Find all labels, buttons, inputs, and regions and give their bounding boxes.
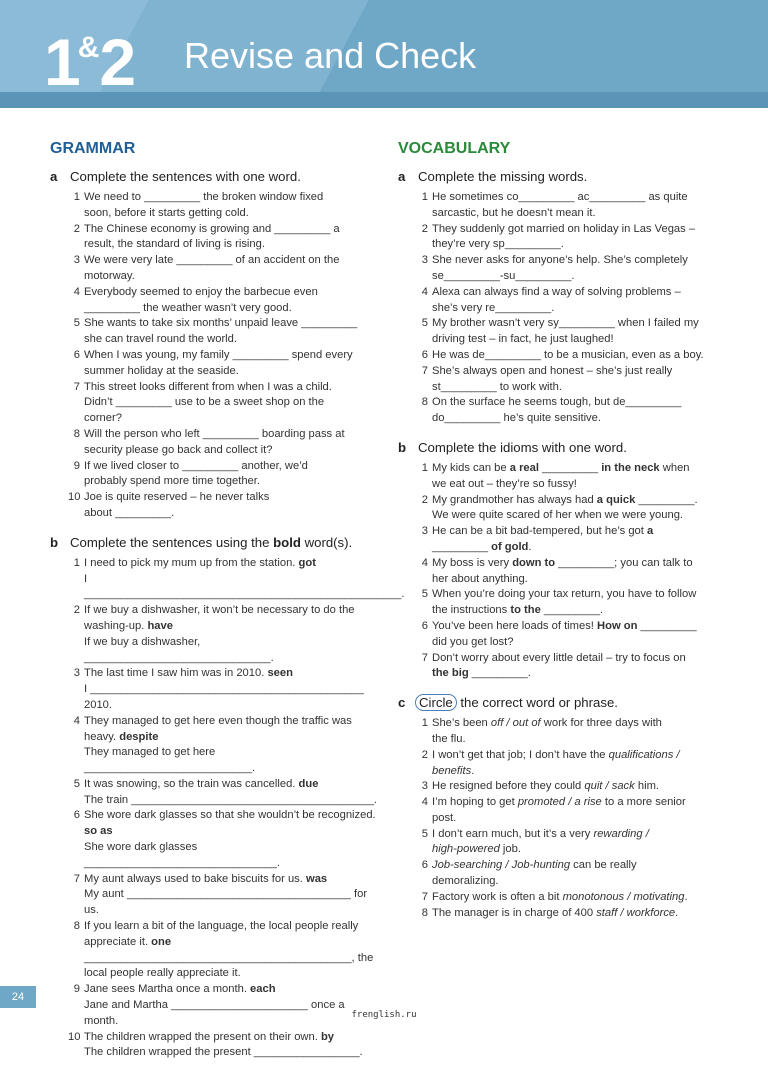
item-text: corner? <box>84 412 122 425</box>
item-text: job. <box>499 843 521 856</box>
exercise-item <box>50 190 380 222</box>
item-number: 8 <box>421 396 428 409</box>
vocab-b-items <box>398 461 728 682</box>
item-text: How on <box>597 619 638 632</box>
item-text: to a more senior <box>601 796 686 809</box>
exercise-item <box>398 190 728 222</box>
item-text: have <box>147 619 173 632</box>
item-text: When you’re doing your tax return, you have to follow <box>432 588 697 601</box>
item-number: 3 <box>73 667 80 680</box>
item-text: The Chinese economy is growing and _________ a <box>84 222 340 235</box>
exercise-item <box>398 827 728 859</box>
item-text: I ___________________________________________________. <box>84 572 405 601</box>
exercise-item <box>50 919 380 982</box>
item-text: He can be a bit bad-tempered, but he’s got <box>432 525 647 538</box>
item-text: _________. <box>468 667 531 680</box>
item-text: they’re very sp_________. <box>432 238 564 251</box>
item-text: a quick <box>596 493 636 506</box>
item-number: 7 <box>421 364 428 377</box>
exercise-item <box>50 808 380 871</box>
item-text: Everybody seemed to enjoy the barbecue even <box>84 285 318 298</box>
item-text: about _________. <box>84 506 175 519</box>
exercise-item <box>398 285 728 317</box>
exercise-item <box>398 493 728 525</box>
item-text: She’s been <box>432 717 491 730</box>
item-number: 4 <box>421 796 428 809</box>
item-text: result, the standard of living is rising. <box>84 238 265 251</box>
item-text: My boss is very <box>432 556 513 569</box>
page-number: 24 <box>0 986 36 1008</box>
item-text: This street looks different from when I was a child. <box>84 380 332 393</box>
exercise-item <box>398 395 728 427</box>
exercise-item <box>398 795 728 827</box>
item-text: ___________________________________________, the local people really appreciate it. <box>84 951 374 980</box>
item-text: soon, before it starts getting cold. <box>84 206 249 219</box>
item-text: . <box>528 540 532 553</box>
item-number: 5 <box>421 827 428 840</box>
exercise-item <box>50 982 380 1029</box>
item-text: can be really <box>570 859 637 872</box>
item-number: 9 <box>73 983 80 996</box>
item-text: probably spend more time together. <box>84 475 260 488</box>
item-text: If you learn a bit of the language, the local people really appreciate it. <box>84 920 359 948</box>
item-number: 8 <box>73 920 80 933</box>
exercise-item <box>398 587 728 619</box>
exercise-item <box>398 779 728 795</box>
item-text: _________ the weather wasn’t very good. <box>84 301 292 314</box>
item-text: benefits <box>432 764 472 777</box>
item-text: post. <box>432 811 457 824</box>
item-number: 2 <box>73 604 80 617</box>
exercise-item <box>50 666 380 713</box>
vocab-b-instruction: b Complete the idioms with one word. <box>398 439 627 455</box>
item-text: the instructions <box>432 604 511 617</box>
exercise-item <box>398 222 728 254</box>
item-text: We were quite scared of her when we were young. <box>432 509 684 522</box>
exercise-item <box>50 222 380 254</box>
exercise-item <box>50 253 380 285</box>
item-text: He sometimes co_________ ac_________ as quite <box>432 191 688 203</box>
item-text: sarcastic, but he doesn’t mean it. <box>432 206 596 219</box>
exercise-item <box>50 872 380 919</box>
item-text: the flu. <box>432 732 466 745</box>
item-text: We need to _________ the broken window fixed <box>84 191 324 203</box>
vocab-c-instruction: c Circle the correct word or phrase. <box>398 695 618 711</box>
item-text: high-powered <box>432 843 500 856</box>
item-text: Will the person who left _________ boarding pass at <box>84 427 345 440</box>
item-text: by <box>320 1030 335 1043</box>
item-number: 4 <box>421 556 428 569</box>
item-text: The children wrapped the present on their own. <box>84 1030 318 1043</box>
item-text: _________. <box>540 604 604 617</box>
item-text: Alexa can always find a way of solving problems – <box>432 285 681 298</box>
item-text: _________ <box>538 461 602 474</box>
item-number: 4 <box>73 285 80 298</box>
exercise-item <box>398 524 728 556</box>
item-number: 3 <box>421 254 428 267</box>
item-text: Job-searching / Job-hunting <box>432 859 571 872</box>
item-text: If we buy a dishwasher, it won’t be necessary to do the washing-up. <box>84 604 355 632</box>
item-text: rewarding / <box>593 827 649 840</box>
circle-mark: Circle <box>415 694 457 711</box>
item-text: quit / sack <box>584 780 635 793</box>
site-watermark: frenglish.ru <box>351 1010 417 1020</box>
item-text: The train _______________________________________. <box>84 793 378 806</box>
item-text: She’s always open and honest – she’s just really <box>432 364 673 377</box>
item-text: she can travel round the world. <box>84 333 237 346</box>
item-number: 5 <box>73 777 80 790</box>
item-text: The manager is in charge of 400 <box>432 906 597 919</box>
item-text: They managed to get here even though the traffic was heavy. <box>84 714 352 743</box>
exercise-item <box>50 603 380 666</box>
grammar-a-items <box>50 190 380 522</box>
item-text: each <box>250 983 276 996</box>
exercise-item <box>50 348 380 380</box>
exercise-item <box>50 316 380 348</box>
exercise-item <box>398 748 728 780</box>
item-text: a <box>646 525 654 538</box>
item-text: Joe is quite reserved – he never talks <box>84 491 270 504</box>
item-text: He was de_________ to be a musician, even as a boy. <box>432 348 704 361</box>
item-text: se_________-su_________. <box>432 269 575 282</box>
item-text: of gold <box>491 540 529 553</box>
exercise-item <box>398 651 728 683</box>
item-sentence <box>84 556 380 572</box>
item-text: My brother wasn’t very sy_________ when I failed my <box>432 317 699 330</box>
item-number: 8 <box>73 427 80 440</box>
grammar-title: GRAMMAR <box>50 140 136 157</box>
item-text: motorway. <box>84 269 135 282</box>
item-number: 8 <box>421 906 428 919</box>
item-sentence <box>84 919 380 951</box>
item-number: 4 <box>421 285 428 298</box>
item-text: summer holiday at the seaside. <box>84 364 239 377</box>
item-number: 7 <box>73 872 80 885</box>
item-number: 6 <box>421 619 428 632</box>
item-text: If we lived closer to _________ another, we’d <box>84 459 308 472</box>
item-text: I need to pick my mum up from the station. <box>84 556 296 569</box>
item-text: when <box>659 461 690 474</box>
item-text: she’s very re_________. <box>432 301 555 314</box>
item-text: My kids can be <box>432 461 510 474</box>
item-text: seen <box>267 667 293 680</box>
item-number: 3 <box>421 780 428 793</box>
item-text: . <box>675 906 679 919</box>
unit-number: 1&2 <box>44 25 134 99</box>
item-sentence <box>84 1030 380 1046</box>
exercise-item <box>50 777 380 809</box>
item-text: He resigned before they could <box>432 780 585 793</box>
item-text: The last time I saw him was in 2010. <box>84 667 265 680</box>
item-text: Jane and Martha ______________________ once a month. <box>84 999 345 1027</box>
exercise-item <box>398 316 728 348</box>
item-text: I won’t get that job; I don’t have the <box>432 748 609 761</box>
item-text: to the <box>510 604 541 617</box>
item-text: On the surface he seems tough, but de_________ <box>432 396 682 409</box>
exercise-item <box>398 253 728 285</box>
item-sentence <box>84 666 380 682</box>
exercise-item <box>398 906 728 922</box>
item-sentence <box>84 872 380 888</box>
item-text: When I was young, my family _________ spend every <box>84 348 353 361</box>
item-number: 10 <box>68 491 81 504</box>
item-number: 9 <box>73 459 80 472</box>
exercise-item <box>398 890 728 906</box>
exercise-item <box>398 461 728 493</box>
item-text: _________; you can talk to <box>555 556 693 569</box>
item-text: due <box>298 777 319 790</box>
item-text: qualifications / <box>608 748 680 761</box>
item-text: My grandmother has always had <box>432 493 597 506</box>
header-banner <box>0 0 768 108</box>
exercise-item <box>398 716 728 748</box>
item-number: 1 <box>421 461 428 474</box>
item-number: 3 <box>421 525 428 538</box>
item-text: I ____________________________________________ 2010. <box>84 683 364 711</box>
item-number: 10 <box>68 1030 81 1043</box>
item-number: 7 <box>421 890 428 903</box>
exercise-item <box>50 380 380 427</box>
item-text: security please go back and collect it? <box>84 443 273 456</box>
vocabulary-column <box>398 138 728 933</box>
vocabulary-title: VOCABULARY <box>398 140 511 157</box>
item-text: promoted / a rise <box>517 796 602 809</box>
item-number: 2 <box>421 493 428 506</box>
item-number: 6 <box>73 348 80 361</box>
item-sentence <box>84 982 380 998</box>
item-text: They managed to get here ___________________________. <box>84 746 256 775</box>
item-sentence <box>84 603 380 635</box>
item-text: st_________ to work with. <box>432 380 562 393</box>
item-text: the big <box>432 667 469 680</box>
exercise-item <box>50 1030 380 1062</box>
item-text: so as <box>84 825 113 838</box>
item-text: demoralizing. <box>432 875 499 888</box>
vocab-a-items <box>398 190 728 427</box>
item-text: She wants to take six months’ unpaid leave _________ <box>84 317 358 330</box>
item-number: 5 <box>421 588 428 601</box>
item-number: 4 <box>73 714 80 727</box>
item-number: 1 <box>73 191 80 203</box>
item-text: monotonous / motivating <box>562 890 685 903</box>
item-number: 2 <box>421 748 428 761</box>
item-sentence <box>84 808 380 840</box>
item-text: do_________ he’s quite sensitive. <box>432 412 601 425</box>
item-text: Don’t worry about every little detail – try to focus on <box>432 651 686 664</box>
item-text: _________ <box>432 540 492 553</box>
item-text: driving test – in fact, he just laughed! <box>432 333 614 346</box>
item-number: 1 <box>73 556 80 569</box>
item-text: off / out of <box>490 717 541 730</box>
item-number: 7 <box>421 651 428 664</box>
item-number: 1 <box>421 717 428 730</box>
item-text: If we buy a dishwasher, ______________________________. <box>84 635 274 664</box>
item-text: My aunt always used to bake biscuits for us. <box>84 872 303 885</box>
item-text: I don’t earn much, but it’s a very <box>432 827 594 840</box>
item-number: 6 <box>421 348 428 361</box>
item-text: My aunt ____________________________________ for us. <box>84 888 368 917</box>
item-number: 1 <box>421 191 428 203</box>
item-text: . <box>471 764 475 777</box>
item-number: 7 <box>73 380 80 393</box>
item-text: They suddenly got married on holiday in Las Vegas – <box>432 222 696 235</box>
exercise-item <box>50 556 405 603</box>
item-text: work for three days with <box>540 717 662 730</box>
item-number: 6 <box>421 859 428 872</box>
exercise-item <box>398 619 728 651</box>
item-text: staff / workforce <box>596 906 676 919</box>
item-text: Didn’t _________ use to be a sweet shop on the <box>84 396 325 409</box>
grammar-b-instruction: b Complete the sentences using the bold word(s). <box>50 534 353 550</box>
item-number: 5 <box>421 317 428 330</box>
exercise-item <box>50 490 380 522</box>
exercise-item <box>50 285 380 317</box>
item-number: 6 <box>73 809 80 822</box>
item-text: a real <box>509 461 539 474</box>
item-text: we eat out – they’re so fussy! <box>432 477 577 490</box>
item-text: I’m hoping to get <box>432 796 518 809</box>
grammar-a-instruction: a Complete the sentences with one word. <box>50 169 301 184</box>
vocab-a-instruction: a Complete the missing words. <box>398 169 588 184</box>
item-text: was <box>306 872 328 885</box>
item-sentence <box>84 777 380 793</box>
exercise-item <box>50 427 380 459</box>
page-title: Revise and Check <box>184 35 477 76</box>
item-text: did you get lost? <box>432 635 514 648</box>
exercise-item <box>50 714 380 777</box>
item-text: _________ <box>637 619 697 632</box>
item-text: She wore dark glasses _______________________________. <box>84 841 280 869</box>
item-text: Factory work is often a bit <box>432 890 563 903</box>
exercise-item <box>398 364 728 396</box>
item-text: in the neck <box>601 461 660 474</box>
exercise-item <box>398 348 728 364</box>
item-text: You’ve been here loads of times! <box>432 619 598 632</box>
item-text: We were very late _________ of an accident on the <box>84 254 340 267</box>
exercise-item <box>398 858 728 890</box>
item-text: got <box>298 556 316 569</box>
exercise-item <box>398 556 728 588</box>
item-text: Jane sees Martha once a month. <box>84 983 247 996</box>
item-text: _________. <box>635 493 698 506</box>
item-number: 2 <box>73 222 80 235</box>
item-number: 2 <box>421 222 428 235</box>
item-text: him. <box>634 780 659 793</box>
item-text: despite <box>119 730 159 743</box>
item-text: It was snowing, so the train was cancelled. <box>84 777 296 790</box>
item-text: . <box>684 890 688 903</box>
item-text: She wore dark glasses so that she wouldn’t be recognized. <box>84 809 376 822</box>
item-text: down to <box>512 556 556 569</box>
item-number: 3 <box>73 254 80 267</box>
item-text: one <box>151 935 172 948</box>
exercise-item <box>50 459 380 491</box>
vocab-c-items <box>398 716 728 921</box>
item-sentence <box>84 714 380 746</box>
item-text: The children wrapped the present _________________. <box>84 1046 363 1059</box>
item-number: 5 <box>73 317 80 330</box>
item-text: her about anything. <box>432 572 528 585</box>
item-text: She never asks for anyone’s help. She’s completely <box>432 254 688 267</box>
